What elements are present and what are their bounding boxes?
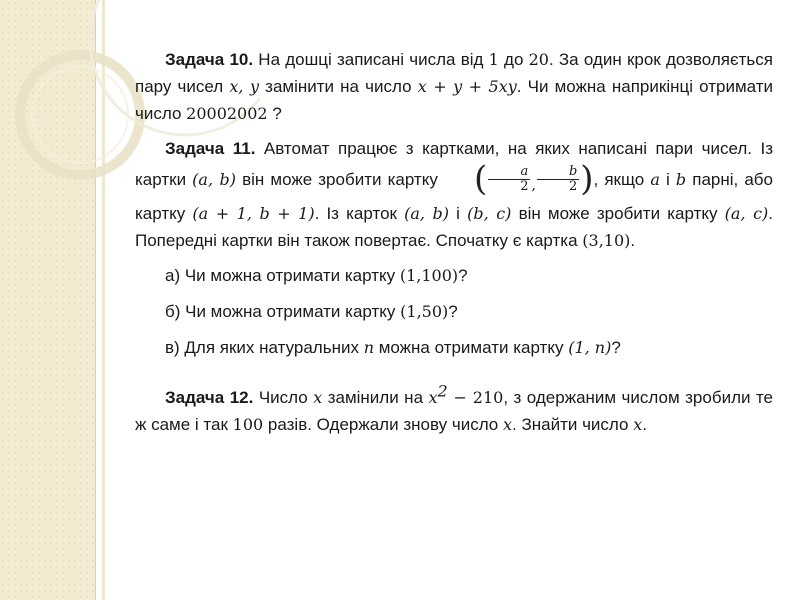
slide-content [135,46,773,446]
task-12-title: Задача 12. [165,387,254,407]
question-a: а) Чи можна отримати картку (1,100)? [165,265,468,285]
task-10-expression: x + y + 5xy [417,77,517,96]
task-10: Задача 10. На дошці записані числа від 1 до 20. За один крок дозволяється пару чисел x, y замінити на число x + y + 5xy. Чи можна наприкінці отримати число 20002002 ? [135,50,774,123]
side-pattern [0,0,95,600]
side-divider [95,0,96,600]
task-12-expression: $x^2 - 210$ [428,381,504,407]
question-b: б) Чи можна отримати картку (1,50)? [165,301,458,321]
side-divider-soft [102,0,105,600]
task-12: Задача 12. Число x замінили на $x^2 - 210$, з одержаним числом зробили те ж саме і так 100 разів. Одержали знову число x. Знайти число x. [135,381,774,434]
task-11: Задача 11. Автомат працює з картками, на яких написані пари чисел. Із картки (a, b) він може зробити картку ( $\frac{a}{2}$ $_,$ $\frac{b}{2}$ ), якщо a і b парні, або картку (a + 1, b + 1). Із карток (a, b) і (b, c) він може зробити картку (a, c). Попередні картки він також повертає. Спочатку є картка (3,10). [135,139,773,250]
start-card: (3,10) [582,230,631,250]
spacer [135,370,773,384]
task-10-title: Задача 10. [165,50,254,69]
half-card-fraction: ( $\frac{a}{2}$ $_,$ $\frac{b}{2}$ ) [473,159,594,199]
question-c: в) Для яких натуральних n можна отримати картку (1, n)? [165,337,621,357]
target-number: 20002002 [186,104,268,123]
task-11-title: Задача 11. [165,139,256,158]
